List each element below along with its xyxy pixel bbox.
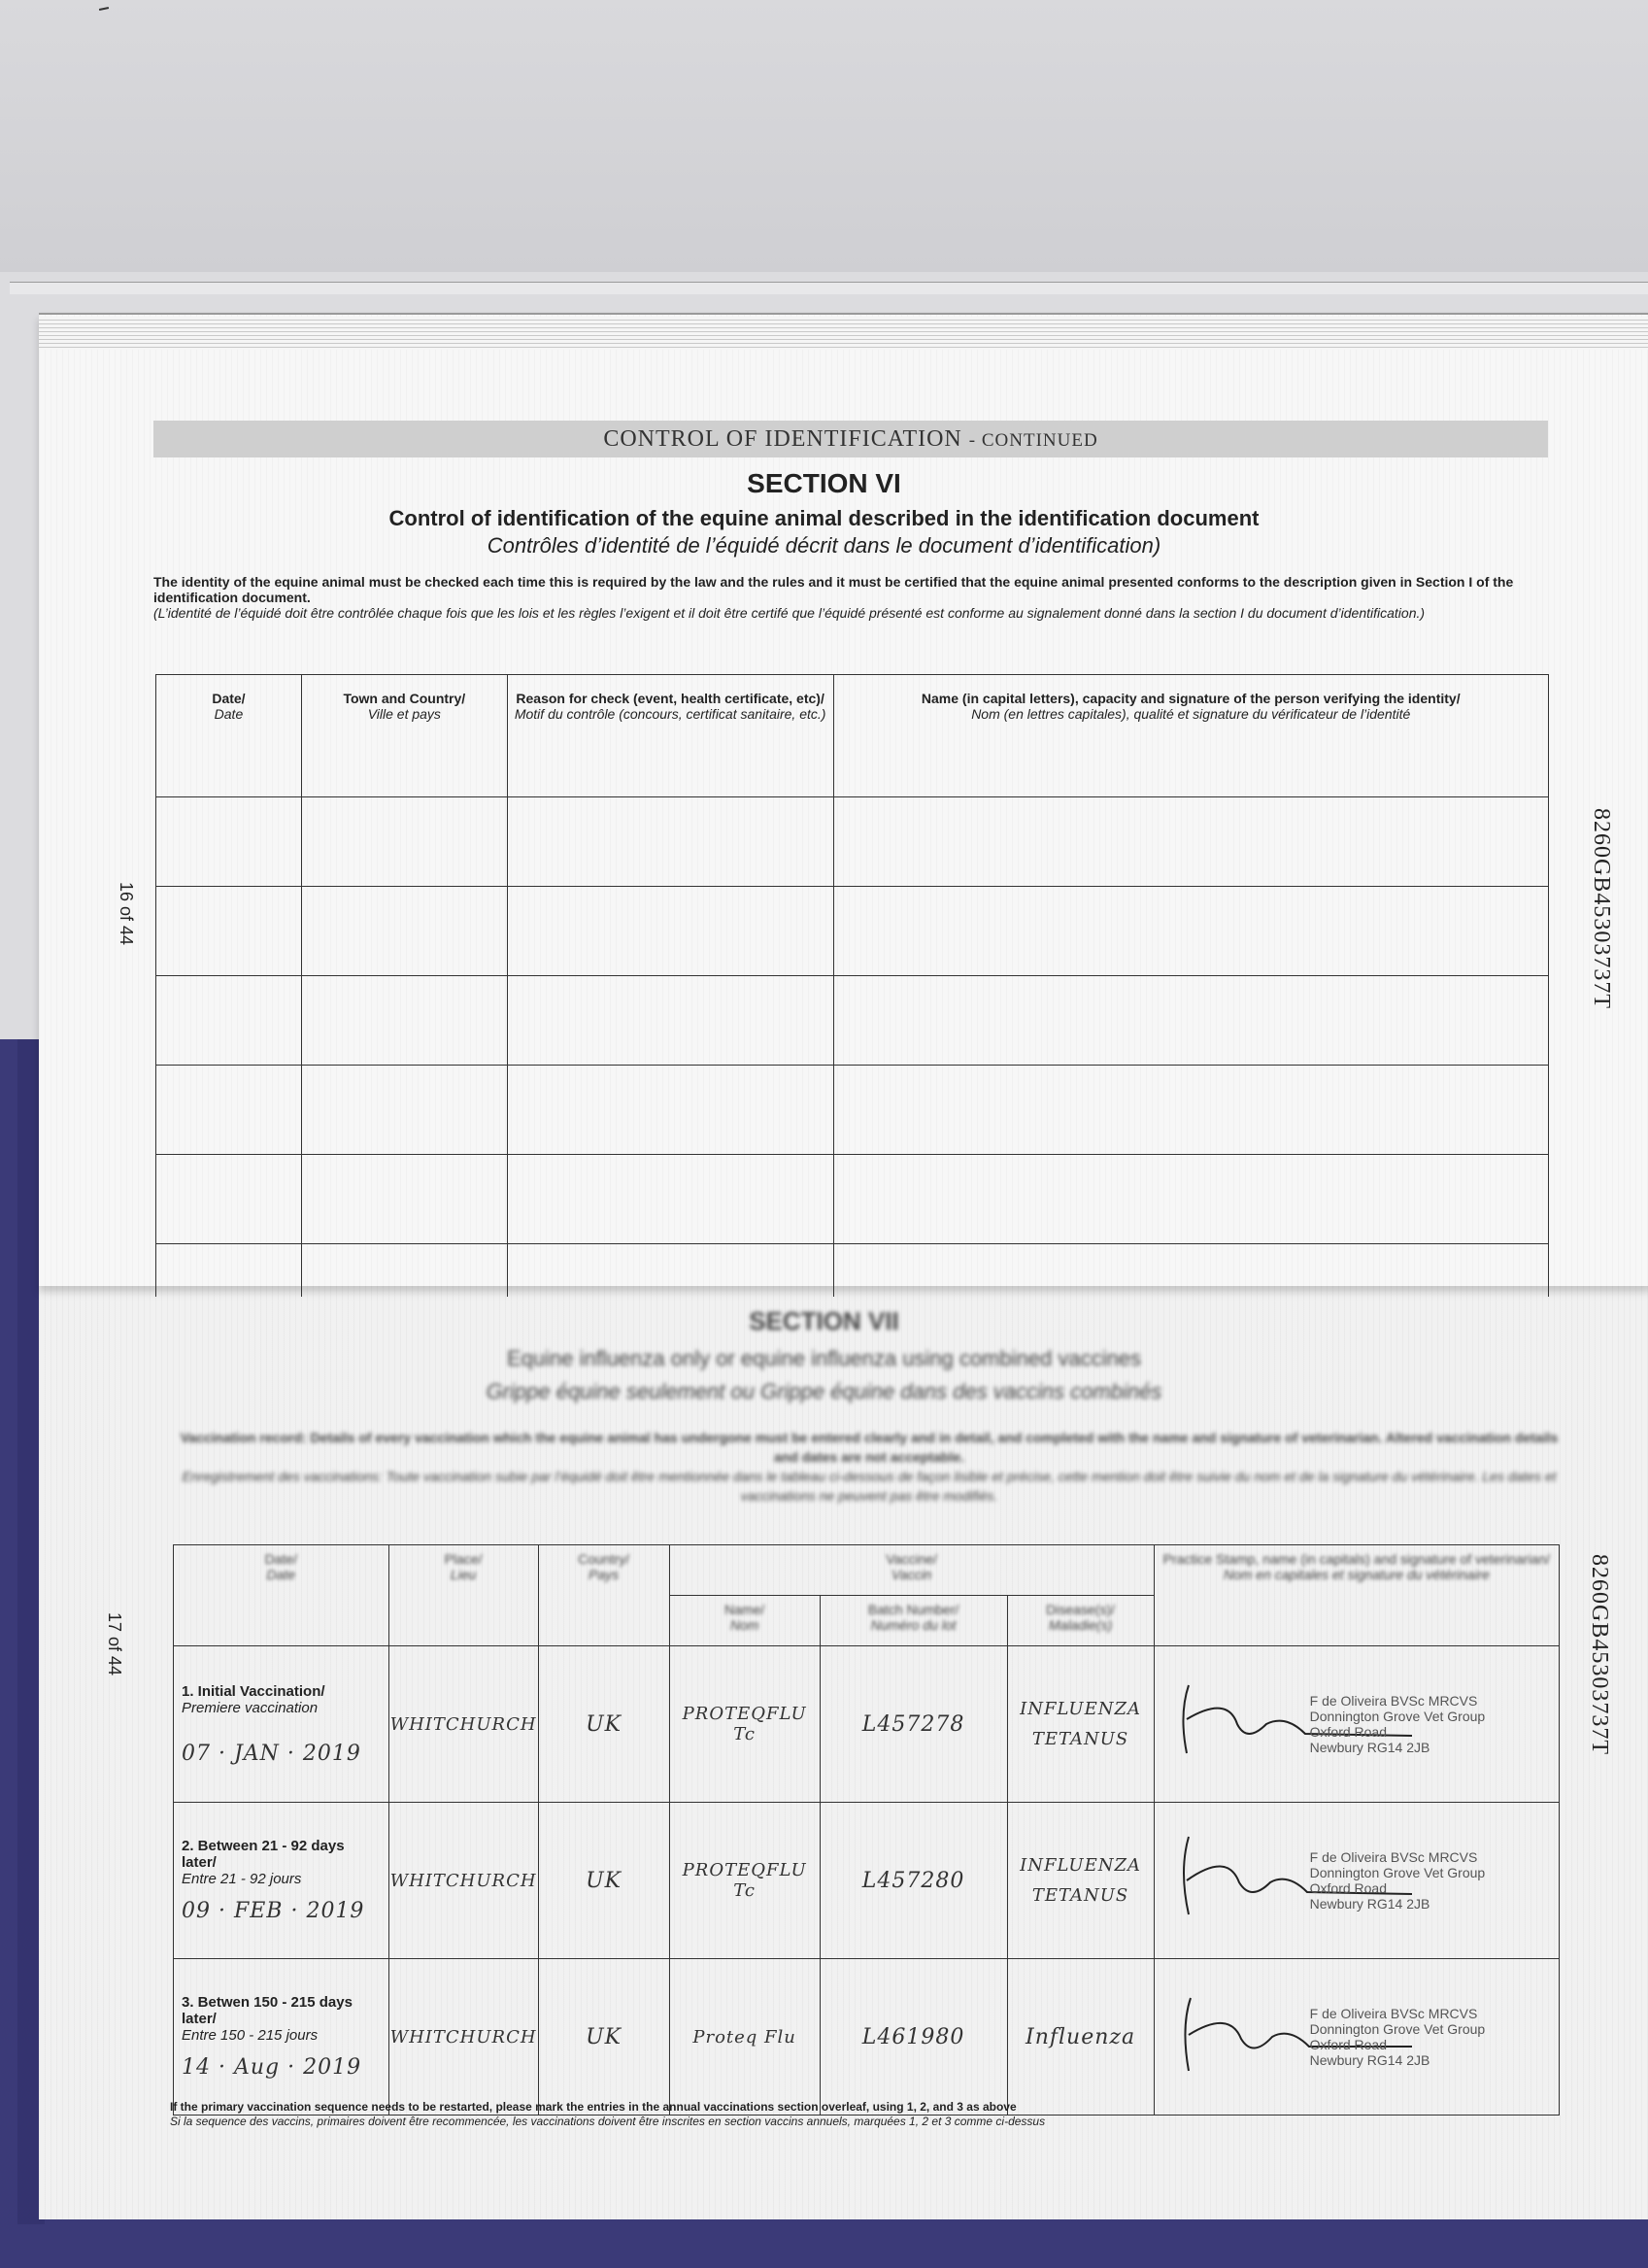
row-label: 3. Betwen 150 - 215 days later/ Entre 150 - 215 jours 14 · Aug · 2019 — [174, 1959, 389, 2116]
section-vi-title-en: Control of identification of the equine animal described in the identification document — [388, 506, 1260, 530]
table-row — [156, 1066, 1549, 1155]
band-title: CONTROL OF IDENTIFICATION — [603, 426, 962, 452]
section-vii-title-en: Equine influenza only or equine influenza using combined vaccines — [506, 1346, 1142, 1371]
table-row — [174, 1803, 1560, 1959]
row-label: 1. Initial Vaccination/ Premiere vaccination 07 · JAN · 2019 — [174, 1646, 389, 1803]
header-vaccine: Vaccine/ Vaccin — [669, 1545, 1154, 1596]
vet-stamp-cell — [1154, 1959, 1559, 2116]
section-vii-heading: SECTION VII — [749, 1306, 899, 1336]
place-cell: WHITCHURCH — [388, 1959, 538, 2116]
vaccination-date: 14 · Aug · 2019 — [182, 2055, 362, 2080]
batch-number-cell: L461980 — [820, 1959, 1007, 2116]
band-suffix: - CONTINUED — [968, 430, 1098, 451]
table-row — [156, 797, 1549, 887]
vaccination-date: 07 · JAN · 2019 — [182, 1741, 361, 1766]
identification-check-table — [155, 674, 1549, 1297]
header-reason: Reason for check (event, health certificate, etc)/ Motif du contrôle (concours, certificat sanitaire, etc.) — [507, 675, 833, 797]
section-vi-intro — [153, 574, 1532, 621]
header-date: Date/ Date — [174, 1545, 389, 1646]
footnote-fr: Si la sequence des vaccins, primaires doivent être recommencée, les vaccinations doivent être inscrites en section vaccins annuels, marquées 1, 2 et 3 comme ci-dessus — [170, 2115, 1046, 2128]
batch-number-cell: L457280 — [820, 1803, 1007, 1959]
page-number-17: 17 of 44 — [105, 1612, 124, 1676]
disease-cell: Influenza — [1007, 1959, 1154, 2116]
header-town-country: Town and Country/ Ville et pays — [301, 675, 507, 797]
sheet-edge — [10, 282, 1648, 294]
table-row — [156, 976, 1549, 1066]
header-vaccine-name: Name/ Nom — [669, 1596, 820, 1646]
header-place: Place/ Lieu — [388, 1545, 538, 1646]
header-name-signature: Name (in capital letters), capacity and signature of the person verifying the identity/ Nom (en lettres capitales), qualité et signature du vérificateur de l’identité — [833, 675, 1548, 797]
row-label: 2. Between 21 - 92 days later/ Entre 21 - 92 jours 09 · FEB · 2019 — [174, 1803, 389, 1959]
vaccination-table — [173, 1544, 1560, 2116]
section-vii-title-fr: Grippe équine seulement ou Grippe équine dans des vaccins combinés — [486, 1379, 1162, 1404]
disease-cell: INFLUENZA TETANUS — [1007, 1646, 1154, 1803]
vaccine-name-cell: Proteq Flu — [669, 1959, 820, 2116]
footnote-en: If the primary vaccination sequence needs to be restarted, please mark the entries in the annual vaccinations section overleaf, using 1, 2, and 3 as above — [170, 2100, 1017, 2114]
vet-stamp: F de Oliveira BVSc MRCVS Donnington Grove Vet Group Oxford Road Newbury RG14 2JB — [1309, 1849, 1486, 1912]
vaccine-name-cell: PROTEQFLU Tc — [669, 1803, 820, 1959]
header-disease: Disease(s)/ Maladie(s) — [1007, 1596, 1154, 1646]
header-stamp: Practice Stamp, name (in capitals) and signature of veterinarian/ Nom en capitales et signature du vétérinaire — [1154, 1545, 1559, 1646]
header-batch-number: Batch Number/ Numéro du lot — [820, 1596, 1007, 1646]
table-row — [174, 1959, 1560, 2116]
country-cell: UK — [538, 1803, 669, 1959]
page-number-16: 16 of 44 — [117, 882, 136, 946]
intro-fr: Enregistrement des vaccinations: Toute vaccination subie par l’équidé doit être mentionnée dans le tableau ci-dessous de façon lisible et précise, cette mention doit être suivie du nom et de la signature du vétérinaire. Les dates et vaccinations ne peuvent pas être modifiés. — [182, 1469, 1557, 1504]
table-row — [156, 1155, 1549, 1244]
country-cell: UK — [538, 1959, 669, 2116]
country-cell: UK — [538, 1646, 669, 1803]
vaccine-name-cell: PROTEQFLU Tc — [669, 1646, 820, 1803]
passport-number-top: 8260GB45303737T — [1589, 808, 1614, 1009]
section-band — [153, 421, 1548, 457]
page-stack-edges — [39, 317, 1648, 350]
vet-stamp: F de Oliveira BVSc MRCVS Donnington Grove Vet Group Oxford Road Newbury RG14 2JB — [1309, 2006, 1486, 2068]
intro-en: The identity of the equine animal must be checked each time this is required by the law and the rules and it must be certified that the equine animal presented conforms to the description given in Section I of the identification document. — [153, 574, 1514, 605]
header-country: Country/ Pays — [538, 1545, 669, 1646]
disease-cell: INFLUENZA TETANUS — [1007, 1803, 1154, 1959]
header-date: Date/ Date — [156, 675, 302, 797]
intro-en: Vaccination record: Details of every vaccination which the equine animal has undergone must be entered clearly and in detail, and completed with the name and signature of veterinarian. Altered vaccination details and dates are not acceptable. — [180, 1430, 1559, 1465]
vaccination-date: 09 · FEB · 2019 — [182, 1899, 365, 1923]
section-vi-heading: SECTION VI — [747, 468, 901, 498]
table-row — [174, 1646, 1560, 1803]
vet-stamp-cell — [1154, 1803, 1559, 1959]
section-vii-intro — [180, 1428, 1559, 1506]
place-cell: WHITCHURCH — [388, 1646, 538, 1803]
section-vi-title-fr: Contrôles d’identité de l’équidé décrit dans le document d’identification) — [487, 533, 1161, 558]
vet-stamp: F de Oliveira BVSc MRCVS Donnington Grove Vet Group Oxford Road Newbury RG14 2JB — [1309, 1693, 1486, 1755]
intro-fr: (L’identité de l’équidé doit être contrôlée chaque fois que les lois et les règles l’exigent et il doit être certifé que l’équidé présenté est conforme au signalement donné dans la section I du document d’identification.) — [153, 605, 1426, 621]
vaccination-footnote — [170, 2100, 1045, 2129]
batch-number-cell: L457278 — [820, 1646, 1007, 1803]
table-row — [156, 887, 1549, 976]
vet-stamp-cell — [1154, 1646, 1559, 1803]
table-row — [156, 1244, 1549, 1298]
place-cell: WHITCHURCH — [388, 1803, 538, 1959]
passport-number-bottom: 8260GB45303737T — [1587, 1554, 1612, 1755]
scanner-background — [0, 0, 1648, 272]
